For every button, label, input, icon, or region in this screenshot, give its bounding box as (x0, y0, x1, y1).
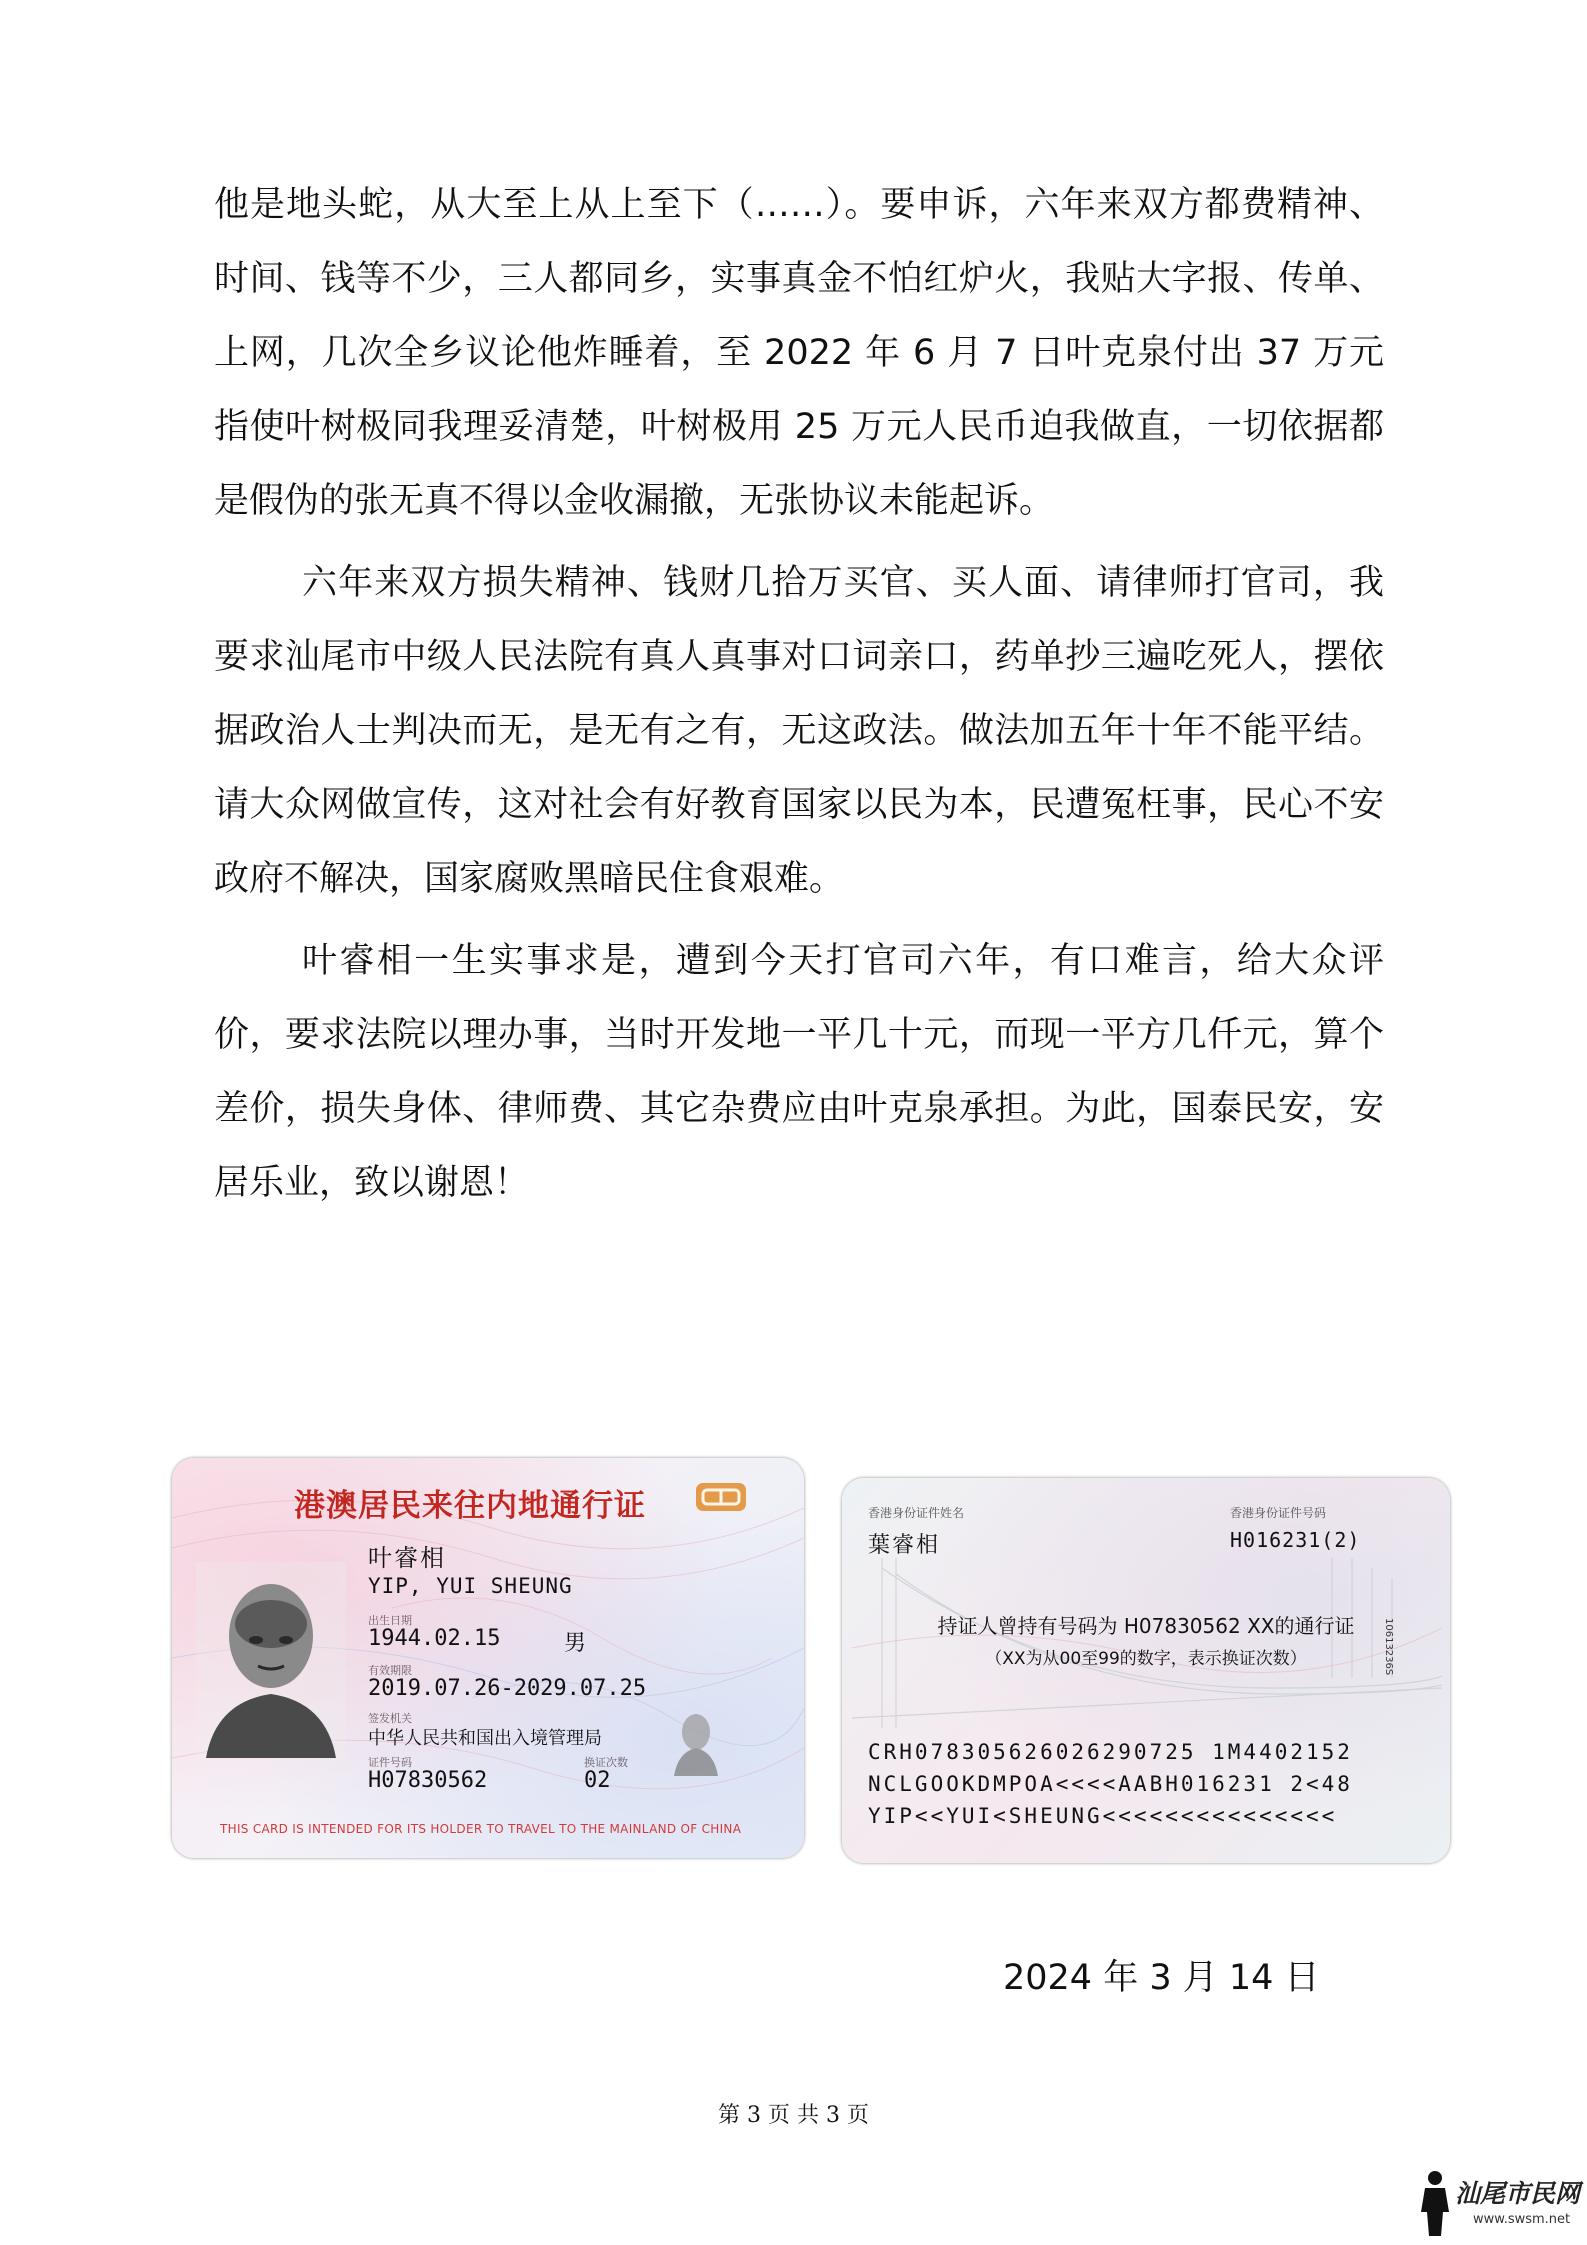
validity-period: 2019.07.26-2029.07.25 (368, 1676, 647, 1701)
birth-date: 1944.02.15 (368, 1626, 501, 1651)
mrz-line-3: YIP<<YUI<SHEUNG<<<<<<<<<<<<<<< (868, 1804, 1338, 1828)
holder-name-roman: YIP, YUI SHEUNG (368, 1574, 573, 1598)
page-footer: 第 3 页 共 3 页 (718, 2103, 869, 2128)
hkid-label: 香港身份证件号码 (1230, 1506, 1327, 1520)
issue-count-label: 换证次数 (584, 1756, 628, 1769)
holder-sex: 男 (564, 1631, 587, 1656)
hkid-number: H016231(2) (1230, 1528, 1361, 1552)
card-serial: 10613236S (1383, 1618, 1394, 1676)
travel-permit-front (172, 1458, 804, 1858)
travel-notice: THIS CARD IS INTENDED FOR ITS HOLDER TO TRAVEL TO THE MAINLAND OF CHINA (220, 1822, 742, 1836)
watermark-url: www.swsm.net (1473, 2212, 1571, 2227)
site-watermark (1415, 2168, 1583, 2238)
number-label: 证件号码 (368, 1756, 412, 1769)
permit-title: 港澳居民来往内地通行证 (294, 1488, 646, 1524)
paragraph-1: 他是地头蛇，从大至上从上至下（……）。要申诉，六年来双方都费精神、时间、钱等不少，三人都同乡，实事真金不怕红炉火，我贴大字报、传单、上网，几次全乡议论他炸睡着，至 2022 年 6 月 7 日叶克泉付出 37 万元指使叶树极同我理妥清楚，叶树极用 25 万元人民币迫我做直，一切依据都是假伪的张无真不得以金收漏撤，无张协议未能起诉。 (214, 185, 1384, 521)
hk-name-label: 香港身份证件姓名 (868, 1506, 965, 1520)
issue-count-note: （XX为从00至99的数字，表示换证次数） (985, 1649, 1307, 1669)
holder-photo (196, 1562, 346, 1758)
mrz-line-2: NCLGOOKDMPOA<<<<AABH016231 2<48 (868, 1772, 1353, 1796)
holder-name-cn: 叶睿相 (368, 1544, 446, 1572)
hk-name: 葉睿相 (868, 1533, 941, 1558)
watermark-text: 汕尾市民网 (1455, 2179, 1581, 2208)
paragraph-2: 六年来双方损失精神、钱财几拾万买官、买人面、请律师打官司，我要求汕尾市中级人民法院有真人真事对口词亲口，药单抄三遍吃死人，摆依据政治人士判决而无，是无有之有，无这政法。做法加五年十年不能平结。请大众网做宣传，这对社会有好教育国家以民为本，民遭冤枉事，民心不安政府不解决，国家腐败黑暗民住食艰难。 (214, 563, 1384, 899)
issuing-authority: 中华人民共和国出入境管理局 (368, 1728, 602, 1749)
holder-photo-ghost (670, 1708, 722, 1776)
validity-label: 有效期限 (368, 1664, 412, 1677)
travel-permit-back (842, 1478, 1450, 1863)
birth-date-label: 出生日期 (368, 1614, 412, 1627)
previous-permit-note: 持证人曾持有号码为 H07830562 XX的通行证 (937, 1614, 1355, 1638)
person-silhouette-icon (1415, 2168, 1455, 2238)
chip-icon (695, 1482, 747, 1512)
paragraph-3: 叶睿相一生实事求是，遭到今天打官司六年，有口难言，给大众评价，要求法院以理办事，当时开发地一平几十元，而现一平方几仟元，算个差价，损失身体、律师费、其它杂费应由叶克泉承担。为此，国泰民安，安居乐业，致以谢恩！ (214, 941, 1384, 1203)
letter-date: 2024 年 3 月 14 日 (1003, 1958, 1320, 1998)
mrz-line-1: CRH078305626026290725 1M4402152 (868, 1740, 1353, 1764)
letter-body (214, 168, 1384, 1228)
issue-count: 02 (584, 1768, 611, 1793)
authority-label: 签发机关 (368, 1712, 412, 1725)
permit-number: H07830562 (368, 1768, 488, 1793)
